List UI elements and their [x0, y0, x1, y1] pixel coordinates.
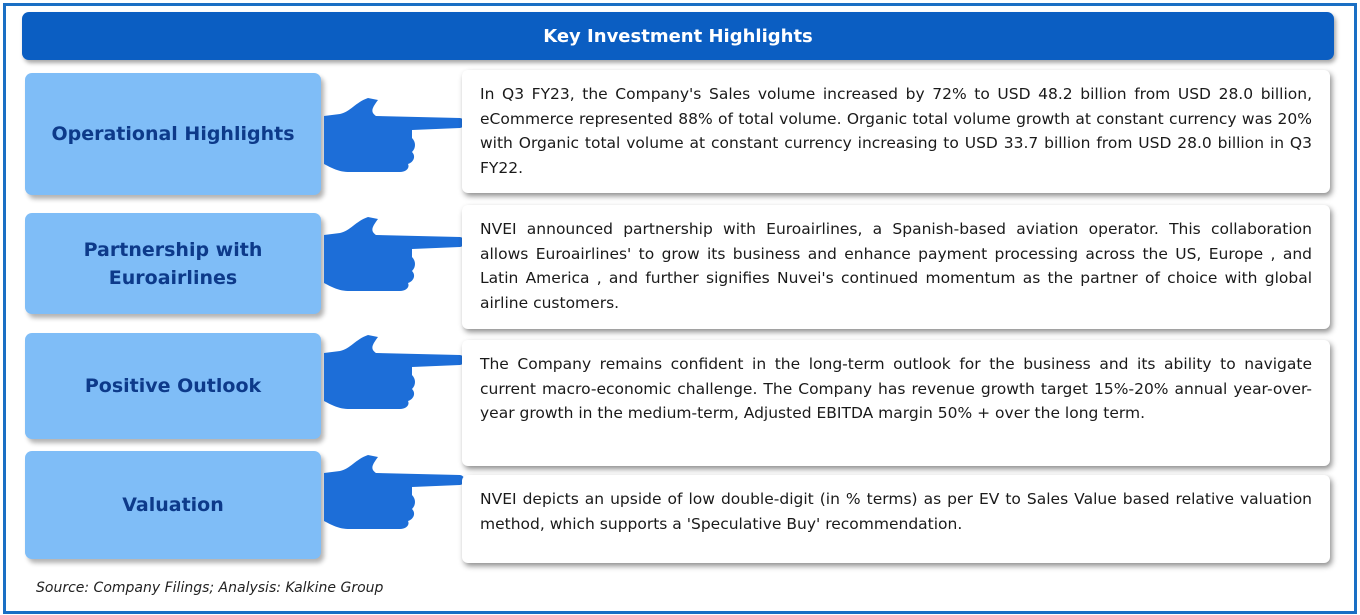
source-note: Source: Company Filings; Analysis: Kalkine Group [36, 580, 384, 596]
pointing-hand-icon [320, 331, 466, 411]
pointing-hand-icon [320, 451, 466, 531]
row-text-partnership [462, 205, 1330, 329]
row-text: NVEI announced partnership with Euroairlines, a Spanish-based aviation operator. This collaboration allows Euroairlines' to grow its business and enhance payment processing across the US, Europe , and Latin America , and further signifies Nuvei's continued momentum as the partner of choice with global airline customers. [480, 220, 1312, 312]
row-label-text: Operational Highlights [51, 123, 295, 145]
row-label-text: Valuation [122, 494, 224, 516]
row-label-partnership [25, 213, 321, 314]
row-text: NVEI depicts an upside of low double-digit (in % terms) as per EV to Sales Value based relative valuation method, which supports a 'Speculative Buy' recommendation. [480, 490, 1312, 533]
page-title-text: Key Investment Highlights [543, 25, 813, 47]
row-label-valuation [25, 451, 321, 559]
page-title [22, 12, 1334, 60]
row-text-positive-outlook [462, 340, 1330, 466]
row-text: In Q3 FY23, the Company's Sales volume increased by 72% to USD 48.2 billion from USD 28.0 billion, eCommerce represented 88% of total volume. Organic total volume growth at constant currency was 20% with Organic total volume at constant currency increasing to USD 33.7 billion from USD 28.0 billion in Q3 FY22. [480, 85, 1312, 177]
row-label-positive-outlook [25, 333, 321, 439]
row-label-text: Positive Outlook [84, 375, 262, 397]
row-label-operational-highlights [25, 73, 321, 195]
row-text-operational-highlights [462, 70, 1330, 193]
row-text: The Company remains confident in the long-term outlook for the business and its ability to navigate current macro-economic challenge. The Company has revenue growth target 15%-20% annual year-over-year growth in the medium-term, Adjusted EBITDA margin 50% + over the long term. [480, 355, 1312, 422]
pointing-hand-icon [320, 213, 466, 293]
row-text-valuation [462, 475, 1330, 563]
pointing-hand-icon [320, 94, 466, 174]
row-label-text: Partnership with Euroairlines [83, 238, 263, 289]
